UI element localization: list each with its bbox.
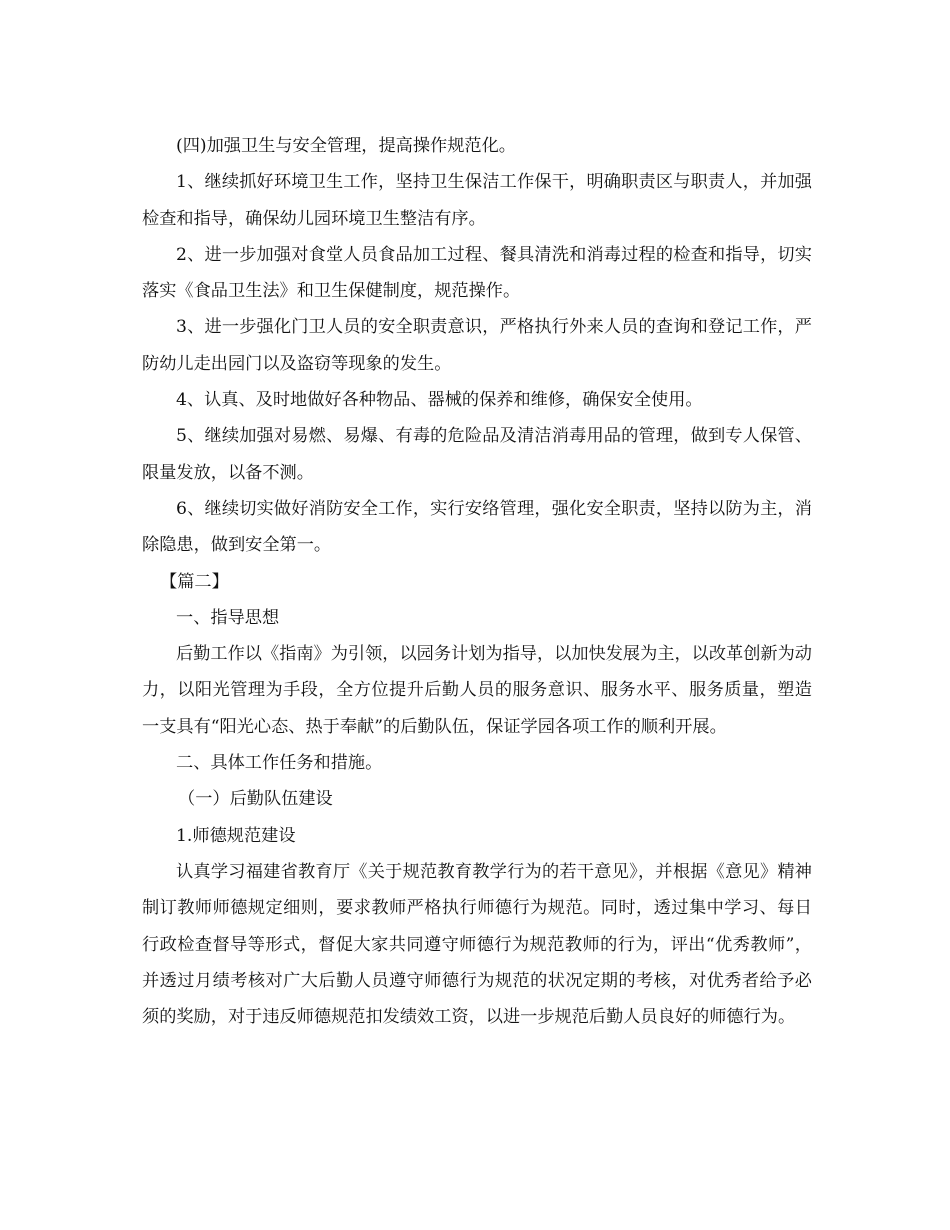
subsection-heading-team-building: （一）后勤队伍建设: [178, 789, 333, 810]
paragraph-item-2: 2、进一步加强对食堂人员食品加工过程、餐具清洗和消毒过程的检查和指导，切实落实《食品卫生法》和卫生保健制度，规范操作。: [142, 244, 812, 302]
paragraph-item-3: 3、进一步强化门卫人员的安全职责意识，严格执行外来人员的查询和登记工作，严防幼儿走出园门以及盗窃等现象的发生。: [142, 317, 812, 374]
paragraph-item-1: 1、继续抓好环境卫生工作，坚持卫生保洁工作保干，明确职责区与职责人，并加强检查和指导，确保幼儿园环境卫生整洁有序。: [142, 172, 812, 229]
paragraph-ethics: 认真学习福建省教育厅《关于规范教育教学行为的若干意见》，并根据《意见》精神制订教师师德规定细则，要求教师严格执行师德行为规范。同时，透过集中学习、每日行政检查督导等形式，督促大家共同遵守师德行为规范教师的行为，评出“优秀教师”，并透过月绩考核对广大后勤人员遵守师德行为规范的状况定期的考核，对优秀者给予必须的奖励，对于违反师德规范扣发绩效工资，以进一步规范后勤人员良好的师德行为。: [142, 861, 812, 1028]
subsection-heading-ethics: 1.师德规范建设: [176, 825, 296, 846]
paragraph-item-4: 4、认真、及时地做好各种物品、器械的保养和维修，确保安全使用。: [176, 390, 703, 411]
document-body: [142, 128, 812, 1035]
section-heading-guiding-thought: 一、指导思想: [176, 607, 280, 628]
paragraph-item-6: 6、继续切实做好消防安全工作，实行安络管理，强化安全职责，坚持以防为主，消除隐患，做到安全第一。: [142, 498, 812, 556]
section-heading-tasks-measures: 二、具体工作任务和措施。: [176, 753, 383, 774]
section-heading-hygiene-safety: (四)加强卫生与安全管理，提高操作规范化。: [176, 136, 516, 156]
chapter-heading-part-two: 【篇二】: [160, 571, 229, 592]
paragraph-guiding-thought: 后勤工作以《指南》为引领，以园务计划为指导，以加快发展为主，以改革创新为动力，以阳光管理为手段，全方位提升后勤人员的服务意识、服务水平、服务质量，塑造一支具有“阳光心态、热于奉献”的后勤队伍，保证学园各项工作的顺利开展。: [142, 644, 812, 737]
paragraph-item-5: 5、继续加强对易燃、易爆、有毒的危险品及清洁消毒用品的管理，做到专人保管、限量发放，以备不测。: [142, 426, 812, 483]
